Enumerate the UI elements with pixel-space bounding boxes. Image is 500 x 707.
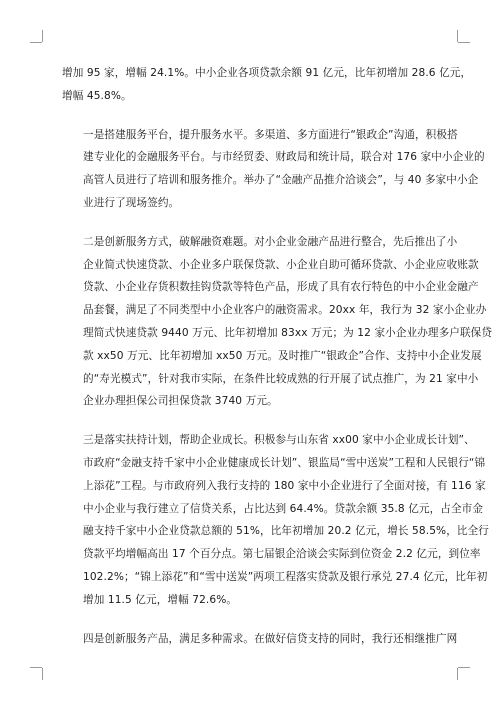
- text-line: 二是创新服务方式，破解融资难题。对小企业金融产品进行整合，先后推出了小: [83, 235, 458, 248]
- paragraph-gap: [62, 612, 442, 628]
- text-line: 业进行了现场签约。: [83, 196, 180, 209]
- text-line: 品套餐，满足了不同类型中小企业客户的融资需求。20xx 年，我行为 32 家小企业办: [83, 304, 487, 317]
- corner-mark-top-right-vertical: [457, 30, 458, 42]
- text-line: 企业简式快速贷款、小企业多户联保贷款、小企业自助可循环贷款、小企业应收账款: [83, 258, 479, 271]
- text-line: 增幅 45.8%。: [62, 89, 132, 102]
- paragraph-service-innovation: [62, 231, 493, 413]
- text-line: 市政府“金融支持千家中小企业健康成长计划”、银监局“雪中送炭”工程和人民银行“锦: [83, 456, 486, 469]
- text-line: 一是搭建服务平台，提升服务水平。多渠道、多方面进行“银政企”沟通，积极搭: [83, 128, 458, 141]
- corner-mark-top-left-vertical: [42, 30, 43, 42]
- text-line: 上添花”工程。与市政府列入我行支持的 180 家中小企业进行了全面对接，有 116 家: [83, 479, 486, 492]
- text-line: 理简式快速贷款 9440 万元、比年初增加 83xx 万元；为 12 家小企业办理多户联保贷: [83, 326, 493, 339]
- paragraph-service-platform: [62, 124, 485, 215]
- text-line: 企业办理担保公司担保贷款 3740 万元。: [83, 395, 278, 408]
- text-line: 贷款平均增幅高出 17 个百分点。第七届银企洽谈会实际到位资金 2.2 亿元，到位率: [83, 548, 481, 561]
- text-line: 的“寿光模式”，针对我市实际，在条件比较成熟的行开展了试点推广，为 21 家中小: [83, 372, 479, 385]
- text-line: 四是创新服务产品，满足多种需求。在做好信贷支持的同时，我行还相继推广网: [83, 632, 458, 645]
- corner-mark-bottom-right-vertical: [457, 668, 458, 680]
- text-line: 建专业化的金融服务平台。与市经贸委、财政局和统计局，联合对 176 家中小企业的: [83, 151, 485, 164]
- text-line: 贷款、小企业存货积数挂钩贷款等特色产品，形成了具有农行特色的中小企业金融产: [83, 281, 479, 294]
- paragraph-gap: [62, 413, 442, 429]
- corner-mark-top-right-horizontal: [458, 42, 470, 43]
- text-line: 三是落实扶持计划，帮助企业成长。积极参与山东省 xx00 家中小企业成长计划”、: [83, 434, 475, 447]
- text-line: 高管人员进行了培训和服务推介。举办了“金融产品推介洽谈会”，与 40 多家中小企: [83, 174, 479, 187]
- paragraph-gap: [62, 108, 442, 124]
- text-line: 102.2%；“锦上添花”和“雪中送炭”两项工程落实贷款及银行承兑 27.4 亿元，比年初: [83, 570, 488, 583]
- corner-mark-bottom-right-horizontal: [458, 667, 470, 668]
- text-line: 增加 95 家，增幅 24.1%。中小企业各项贷款余额 91 亿元，比年初增加 28.6 亿元，: [62, 67, 472, 79]
- paragraph-summary-tail: [62, 62, 472, 108]
- text-line: 中小企业与我行建立了信贷关系，占比达到 64.4%。贷款余额 35.8 亿元，占全市金: [83, 502, 484, 515]
- document-body: [62, 62, 493, 650]
- paragraph-service-products: [62, 628, 458, 651]
- text-line: 款 xx50 万元、比年初增加 xx50 万元。及时推广“银政企”合作、支持中小企业发展: [83, 349, 482, 362]
- corner-mark-bottom-left-vertical: [42, 668, 43, 680]
- corner-mark-bottom-left-horizontal: [30, 667, 42, 668]
- paragraph-support-plan: [62, 429, 489, 611]
- text-line: 融支持千家中小企业贷款总额的 51%，比年初增加 20.2 亿元，增长 58.5%，比全行: [83, 525, 489, 538]
- paragraph-gap: [62, 215, 442, 231]
- corner-mark-top-left-horizontal: [30, 42, 42, 43]
- text-line: 增加 11.5 亿元，增幅 72.6%。: [83, 593, 238, 606]
